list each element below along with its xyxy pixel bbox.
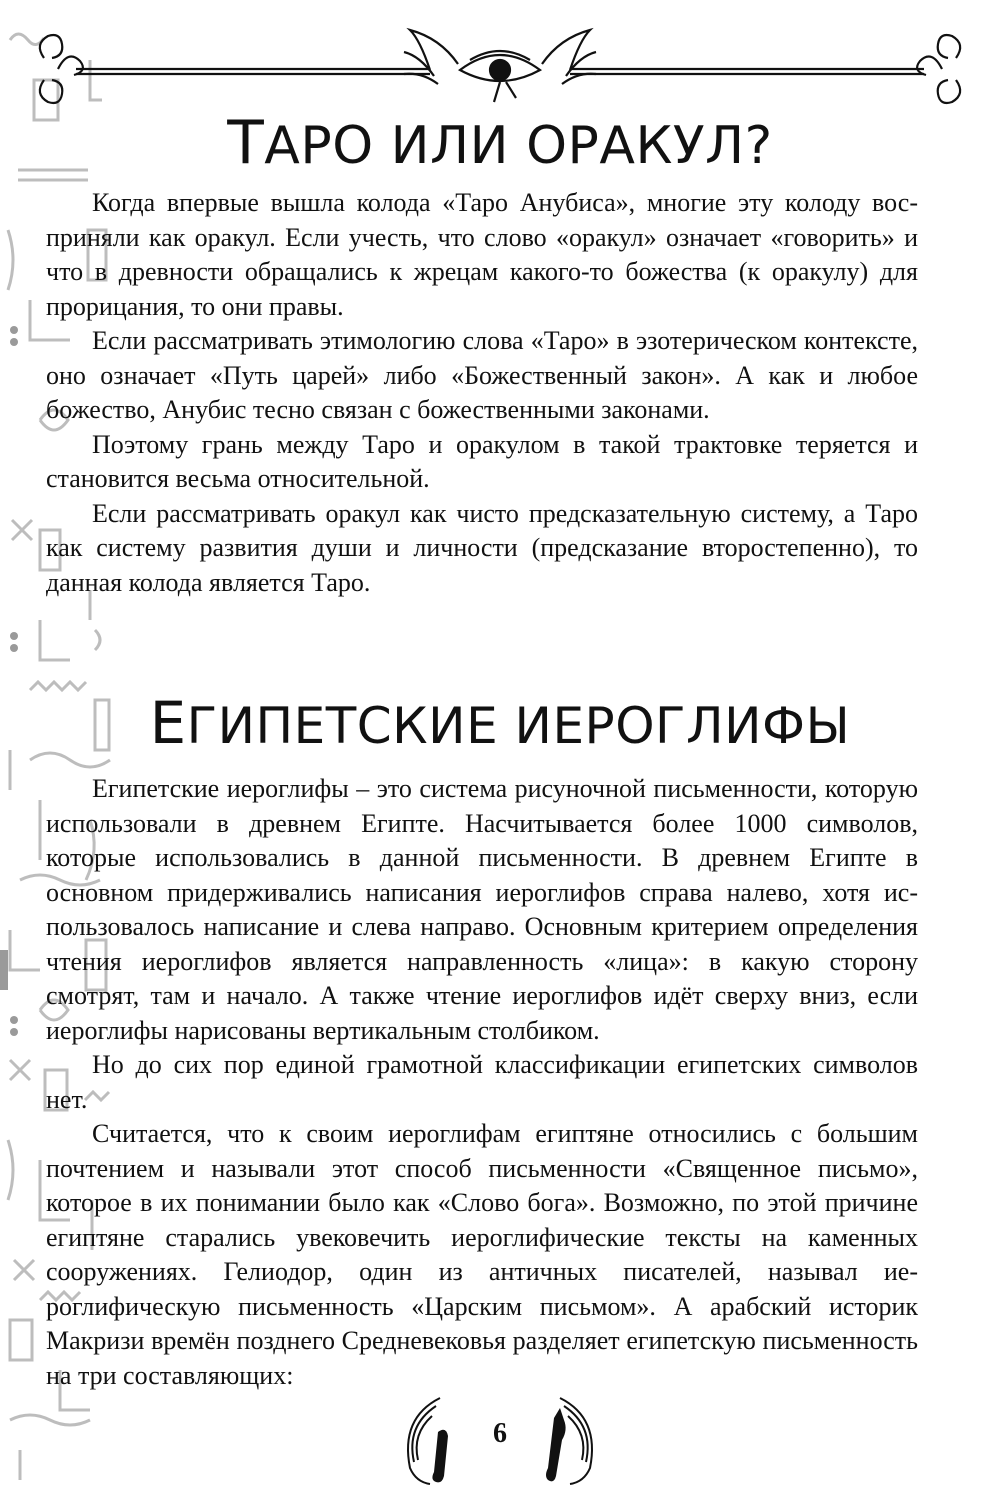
section-body-egyptian-hieroglyphs (46, 772, 918, 1393)
page-footer (390, 1388, 610, 1489)
paragraph: Если рассматривать этимологию слова «Таро» в эзотерическом контексте, оно означает «Путь царей» либо «Божественный закон». А как и любое божество, Анубис тесно связан с божественными законами. (46, 326, 918, 424)
paragraph: Когда впервые вышла колода «Таро Анубиса», многие эту колоду восприняли как оракул. Если учесть, что слово «оракул» означает «говорить» и что в древности обращались к жрецам какого-то божества (к оракулу) для прорицания, то они правы. (46, 188, 918, 321)
paragraph: Поэтому грань между Таро и оракулом в такой трактовке теряется и становится весьма относительной. (46, 429, 918, 493)
winged-eye-of-horus-icon (30, 20, 970, 110)
title-rest: АРО ИЛИ ОРАКУЛ? (264, 116, 773, 176)
section-body-tarot-or-oracle (46, 186, 918, 600)
paragraph: Если рассматривать оракул как чисто предсказательную систему, а Таро как систему развития души и личности (предсказание второстепенно), то данная колода является Таро. (46, 498, 918, 597)
title-initial: Е (149, 690, 187, 757)
section-title-tarot-or-oracle (0, 108, 1000, 178)
page-number: 6 (493, 1418, 507, 1449)
title-initial: Т (227, 108, 265, 178)
paragraph: Считается, что к своим иероглифам египтяне относились с большим почтением и называли этот способ письменности «Священное письмо», которое в их понимании было как «Слово бога». Возможно, по этой причине египтяне старались увековечить иероглифические тексты на каменных сооружениях. Гелиодор, один из античных писателей, называл иероглифическую письменность «Царским письмом». А арабский историк Макризи времён позднего Средневековья разделяет египетскую письменность на три составляющих: (46, 1119, 918, 1390)
title-rest: ГИПЕТСКИЕ ИЕРОГЛИФЫ (186, 697, 851, 755)
paragraph: Но до сих пор единой грамотной классификации египетских символов нет. (46, 1050, 918, 1114)
section-title-egyptian-hieroglyphs (0, 690, 1000, 757)
paragraph: Египетские иероглифы – это система рисуночной письменности, которую использовали в древнем Египте. Насчитывается более 1000 символов, которые использовались в данной письменности. В древнем Египте в основном придерживались написания иероглифов справа налево, хотя использовалось написание и слева направо. Основным критерием определения чтения иероглифов является направленность «лица»: в какую сторону смотрят, там и начало. А также чтение иероглифов идёт сверху вниз, если иероглифы нарисованы вертикальным столбиком. (46, 774, 918, 1045)
